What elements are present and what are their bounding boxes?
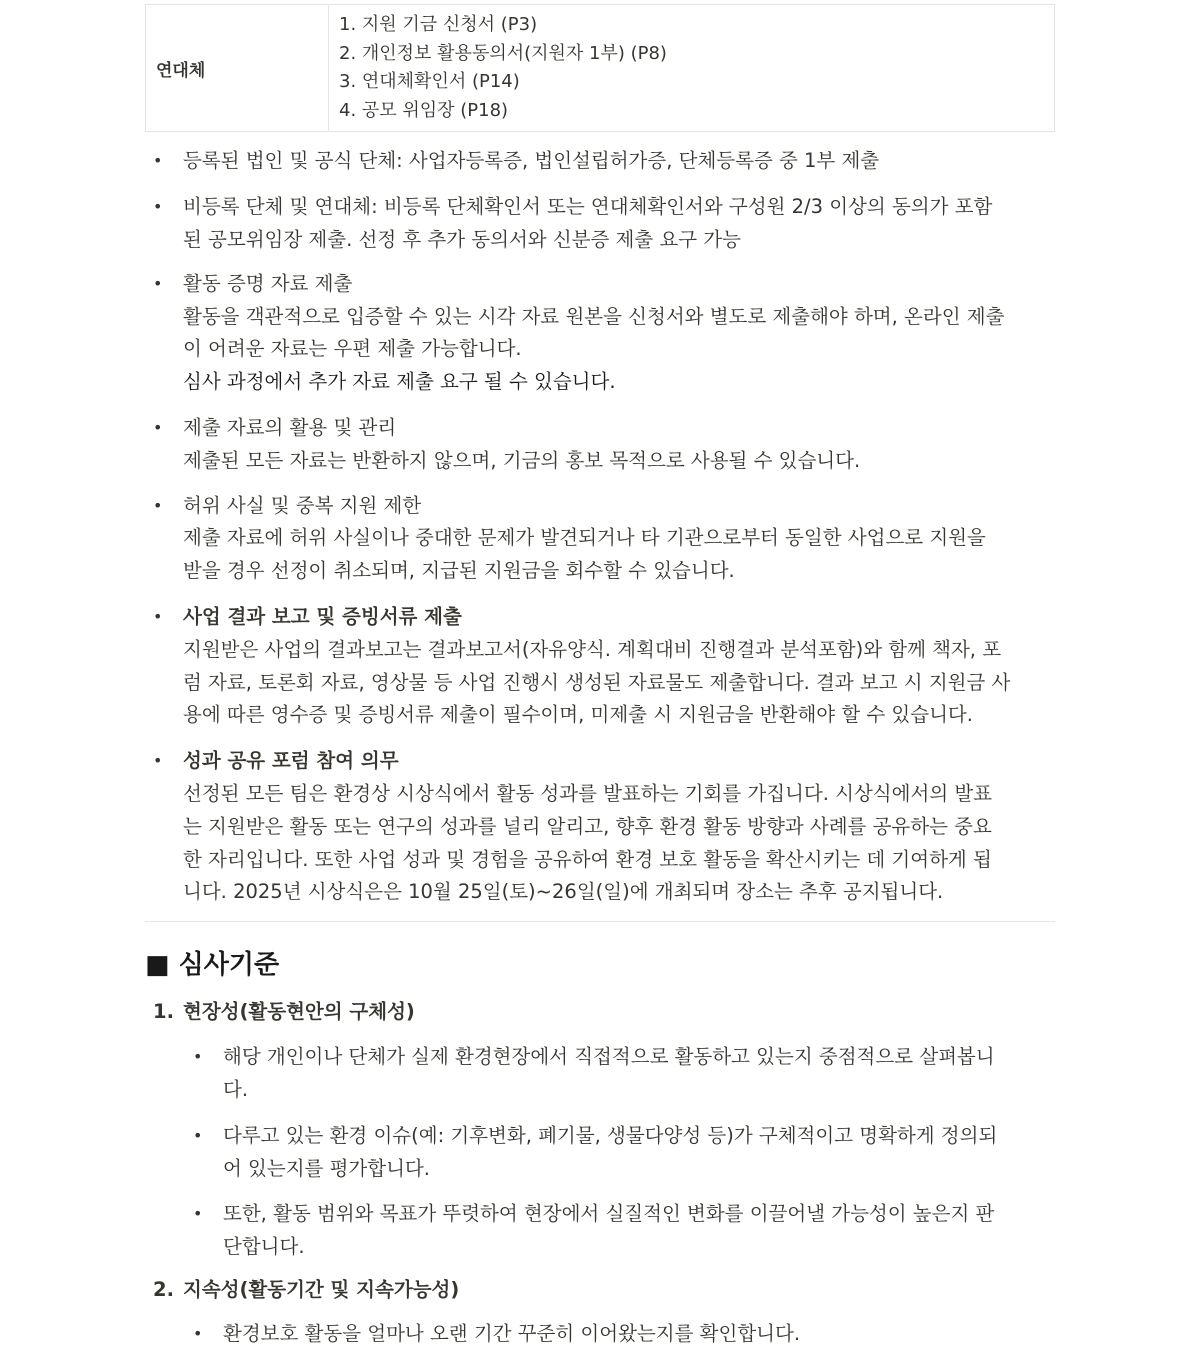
section-divider: [145, 921, 1055, 922]
list-item: [145, 268, 1055, 399]
note-title: 제출 자료의 활용 및 관리: [183, 415, 397, 439]
note-title: 허위 사실 및 중복 지원 제한: [183, 493, 422, 517]
note-text: 니다. 2025년 시상식은은 10월 25일(토)~26일(일)에 개최되며 장소는 추후 공지됩니다.: [183, 880, 944, 904]
criterion-heading: [145, 996, 1055, 1028]
criterion-text: 단합니다.: [223, 1235, 305, 1259]
applicant-type-cell: 연대체: [146, 5, 329, 132]
bullet-icon: •: [153, 606, 163, 626]
document-item: 1. 지원 기금 신청서 (P3): [339, 14, 538, 35]
criterion-title: 지속성(활동기간 및 지속가능성): [183, 1277, 460, 1301]
criterion-number: 2.: [153, 1277, 174, 1301]
note-text: 는 지원받은 활동 또는 연구의 성과를 널리 알리고, 향후 환경 활동 방향과 사례를 공유하는 중요: [183, 814, 992, 838]
list-item: [145, 490, 1055, 588]
criterion-text: 다.: [223, 1077, 249, 1101]
section-title: ■ 심사기준: [145, 950, 280, 981]
note-text: 럼 자료, 토론회 자료, 영상물 등 사업 진행시 생성된 자료물도 제출합니다. 결과 보고 시 지원금 사: [183, 670, 1011, 694]
criterion-bullets: [145, 1041, 1055, 1264]
note-text: 제출된 모든 자료는 반환하지 않으며, 기금의 홍보 목적으로 사용될 수 있습니다.: [183, 448, 861, 472]
note-text: 비등록 단체 및 연대체: 비등록 단체확인서 또는 연대체확인서와 구성원 2/3 이상의 동의가 포함: [183, 195, 993, 219]
list-item: [145, 1198, 1055, 1264]
note-text: 된 공모위임장 제출. 선정 후 추가 동의서와 신분증 제출 요구 가능: [183, 227, 741, 251]
bullet-icon: •: [153, 417, 163, 437]
criterion-number: 1.: [153, 1000, 174, 1024]
document-content: [145, 4, 1055, 1351]
list-item: [145, 191, 1055, 257]
note-text: 등록된 법인 및 공식 단체: 사업자등록증, 법인설립허가증, 단체등록증 중 1부 제출: [183, 149, 880, 173]
bullet-icon: •: [153, 273, 163, 293]
bullet-icon: •: [193, 1204, 203, 1224]
criterion-text: 어 있는지를 평가합니다.: [223, 1156, 430, 1180]
list-item: [145, 1318, 1055, 1351]
bullet-icon: •: [153, 151, 163, 171]
submission-notes-list: [145, 145, 1055, 909]
bullet-icon: •: [153, 197, 163, 217]
criterion-text: 또한, 활동 범위와 목표가 뚜렷하여 현장에서 실질적인 변화를 이끌어낼 가능성이 높은지 판: [223, 1202, 995, 1226]
note-text: 지원받은 사업의 결과보고는 결과보고서(자유양식. 계획대비 진행결과 분석포함)와 함께 책자, 포: [183, 637, 1002, 661]
criterion-title: 현장성(활동현안의 구체성): [183, 1000, 415, 1024]
note-title: 활동 증명 자료 제출: [183, 271, 353, 295]
table-row: [146, 5, 1055, 132]
criterion-text: 해당 개인이나 단체가 실제 환경현장에서 직접적으로 활동하고 있는지 중점적으로 살펴봅니: [223, 1045, 995, 1069]
bullet-icon: •: [193, 1047, 203, 1067]
document-item: 3. 연대체확인서 (P14): [339, 71, 520, 93]
list-item: [145, 145, 1055, 178]
bullet-icon: •: [153, 495, 163, 515]
required-documents-table: [145, 4, 1055, 132]
note-text: 활동을 객관적으로 입증할 수 있는 시각 자료 원본을 신청서와 별도로 제출해야 하며, 온라인 제출: [183, 304, 1005, 328]
note-text: 받을 경우 선정이 취소되며, 지급된 지원금을 회수할 수 있습니다.: [183, 559, 735, 583]
bullet-icon: •: [193, 1125, 203, 1145]
criterion-text: 환경보호 활동을 얼마나 오랜 기간 꾸준히 이어왔는지를 확인합니다.: [223, 1321, 801, 1345]
list-item: [145, 1120, 1055, 1186]
note-text: 이 어려운 자료는 우편 제출 가능합니다.: [183, 337, 522, 361]
bullet-icon: •: [193, 1323, 203, 1343]
list-item: [145, 745, 1055, 909]
document-item: 2. 개인정보 활용동의서(지원자 1부) (P8): [339, 42, 667, 64]
note-text: 선정된 모든 팀은 환경상 시상식에서 활동 성과를 발표하는 기회를 가집니다. 시상식에서의 발표: [183, 781, 993, 805]
note-title: 사업 결과 보고 및 증빙서류 제출: [183, 604, 462, 628]
list-item: [145, 412, 1055, 478]
note-emphasis: 심사 과정에서 추가 자료 제출 요구 될 수 있습니다.: [183, 370, 616, 394]
note-title: 성과 공유 포럼 참여 의무: [183, 749, 399, 773]
criterion-text: 다루고 있는 환경 이슈(예: 기후변화, 폐기물, 생물다양성 등)가 구체적이고 명확하게 정의되: [223, 1123, 998, 1147]
note-text: 제출 자료에 허위 사실이나 중대한 문제가 발견되거나 타 기관으로부터 동일한 사업으로 지원을: [183, 526, 986, 550]
criterion-bullets: [145, 1318, 1055, 1351]
note-text: 용에 따른 영수증 및 증빙서류 제출이 필수이며, 미제출 시 지원금을 반환해야 할 수 있습니다.: [183, 703, 973, 727]
bullet-icon: •: [153, 751, 163, 771]
document-item: 4. 공모 위임장 (P18): [339, 99, 509, 121]
documents-cell: [329, 5, 1055, 132]
list-item: [145, 1041, 1055, 1107]
list-item: [145, 601, 1055, 732]
note-text: 한 자리입니다. 또한 사업 성과 및 경험을 공유하여 환경 보호 활동을 확산시키는 데 기여하게 됩: [183, 847, 992, 871]
criterion-heading: [145, 1274, 1055, 1306]
